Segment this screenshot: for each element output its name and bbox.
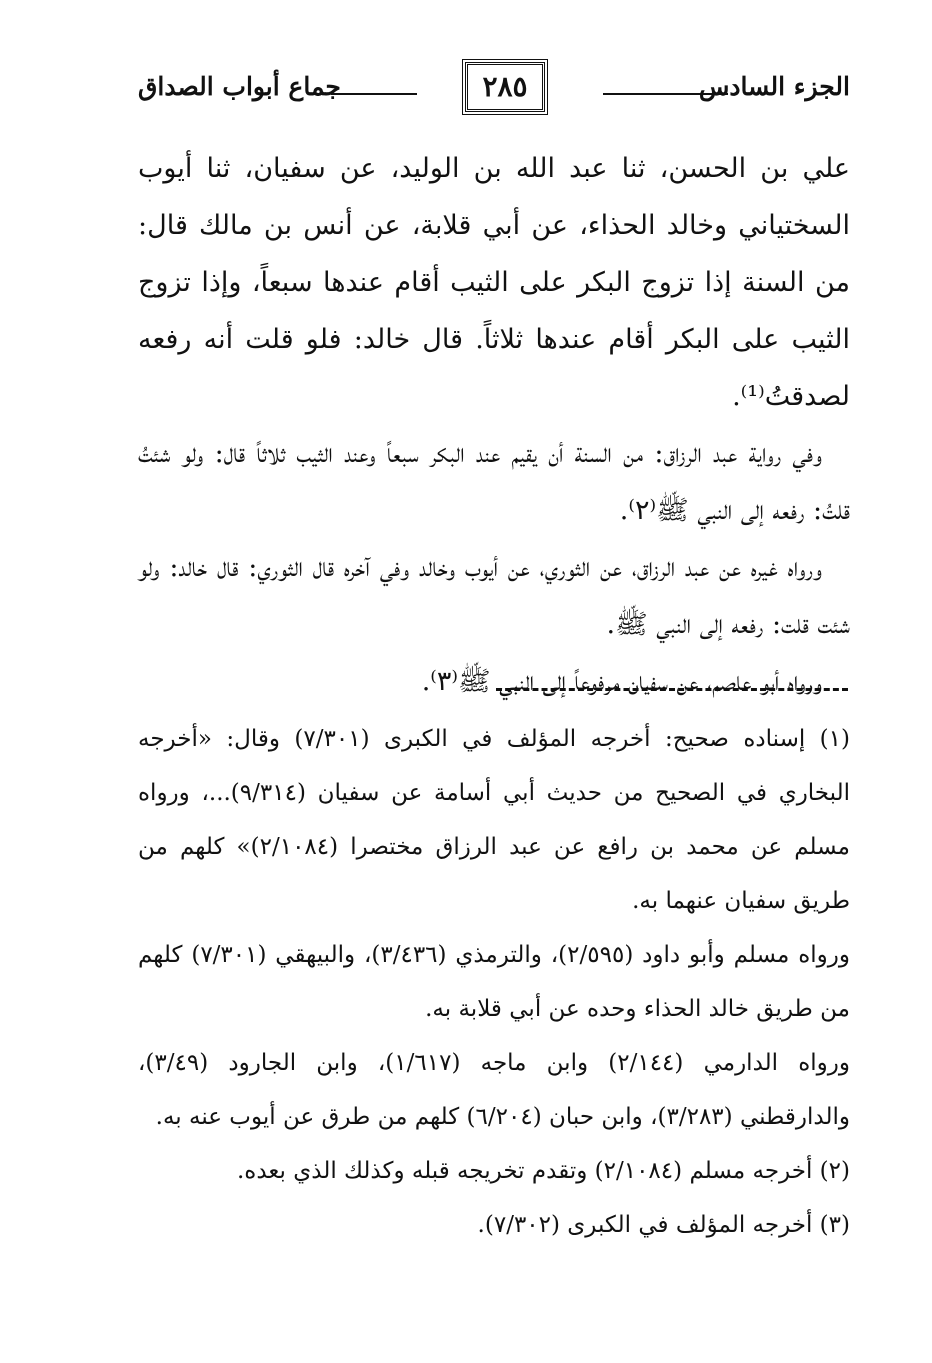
footnotes <box>138 712 850 1252</box>
paragraph-3: ورواه غيره عن عبد الرزاق، عن الثوري، عن أيوب وخالد وفي آخره قال الثوري: قال خالد: ولو شئت قلت: رفعه إلى النبي ﷺ. <box>138 552 850 640</box>
chapter-title: جماع أبواب الصداق <box>138 72 341 101</box>
main-text <box>138 140 850 710</box>
volume-title: الجزء السادس <box>698 72 850 101</box>
footnote-1: (١) إسناده صحيح: أخرجه المؤلف في الكبرى (٧/٣٠١) وقال: «أخرجه البخاري في الصحيح من حديث أبي أسامة عن سفيان (٩/٣١٤)...، ورواه مسلم عن محمد بن رافع عن عبد الرزاق مختصرا (٢/١٠٨٤)» كلهم من طريق سفيان عنهما به. <box>138 726 851 914</box>
header-rule-left <box>331 93 417 95</box>
header-rule-right <box>603 93 728 95</box>
footnote-2: (٢) أخرجه مسلم (٢/١٠٨٤) وتقدم تخريجه قبله وكذلك الذي بعده. <box>237 1158 850 1184</box>
footnote-divider <box>496 688 848 691</box>
paragraph-2: وفي رواية عبد الرزاق: من السنة أن يقيم عند البكر سبعاً وعند الثيب ثلاثاً قال: ولو شئتُ قلتُ: رفعه إلى النبي ﷺ⁽٢⁾. <box>138 438 850 526</box>
footnote-1-continued-a: ورواه مسلم وأبو داود (٢/٥٩٥)، والترمذي (٣/٤٣٦)، والبيهقي (٧/٣٠١) كلهم من طريق خالد الحذاء وحده عن أبي قلابة به. <box>138 942 850 1022</box>
footnote-1-continued-b: ورواه الدارمي (٢/١٤٤) وابن ماجه (١/٦١٧)، وابن الجارود (٣/٤٩)، والدارقطني (٣/٢٨٣)، وابن حبان (٦/٢٠٤) كلهم من طرق عن أيوب عنه به. <box>138 1050 850 1130</box>
paragraph-1: علي بن الحسن، ثنا عبد الله بن الوليد، عن سفيان، ثنا أيوب السختياني وخالد الحذاء، عن أبي قلابة، عن أنس بن مالك قال: من السنة إذا تزوج البكر على الثيب أقام عندها سبعاً، وإذا تزوج الثيب على البكر أقام عندها ثلاثاً. قال خالد: فلو قلت أنه رفعه لصدقتُ⁽¹⁾. <box>138 153 850 412</box>
footnote-3: (٣) أخرجه المؤلف في الكبرى (٧/٣٠٢). <box>477 1212 850 1238</box>
page-header <box>138 62 850 118</box>
page-number: ٢٨٥ <box>465 62 545 112</box>
paragraph-4: ورواه أبو عاصم، عن سفيان مرفوعاً إلى النبي ﷺ⁽٣⁾. <box>421 666 822 697</box>
